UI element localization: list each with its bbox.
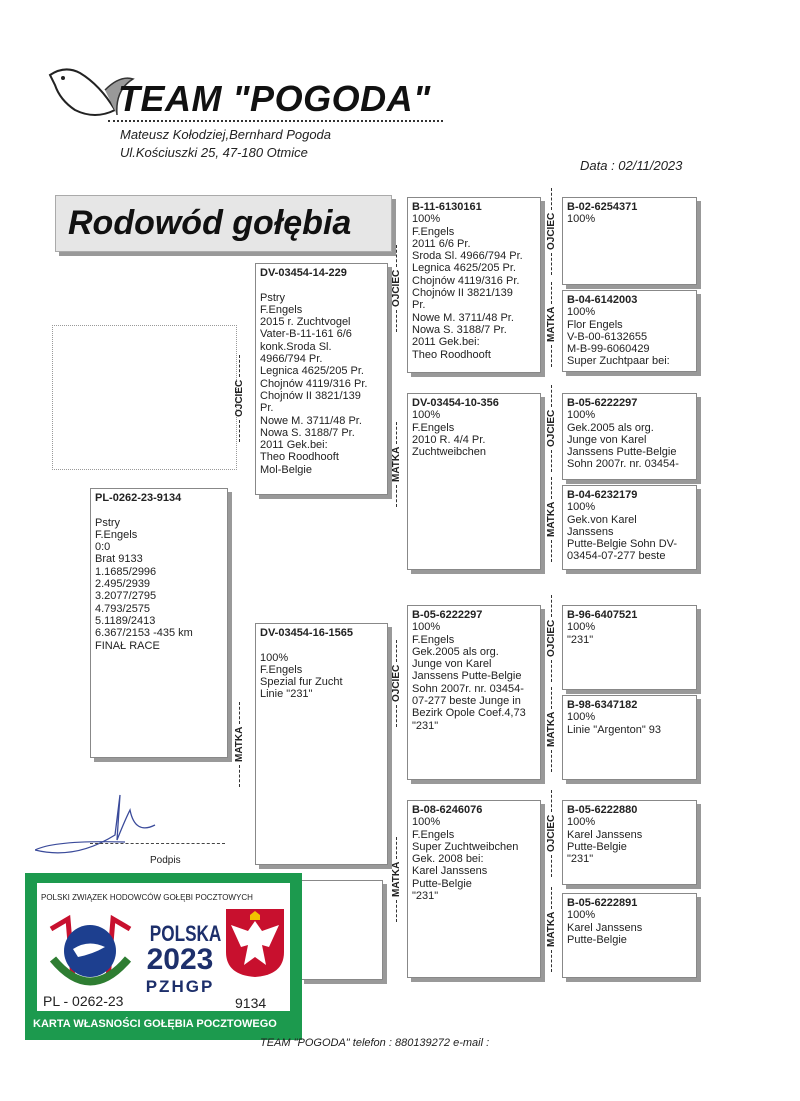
pedigree-line: Junge von Karel [567,433,647,446]
dam-label: MATKA [546,279,557,370]
pedigree-line: 100% [260,651,289,664]
ring-number: PL-0262-23-9134 [95,492,182,504]
ring-number: B-11-6130161 [412,201,482,213]
card-bird-number: 9134 [235,995,267,1011]
pedigree-line: Brat 9133 [95,553,143,566]
pedigree-line: Flor Engels [567,318,623,331]
pedigree-line: F.Engels [260,303,303,316]
document-title-box [55,195,392,252]
signature-label: Podpis [150,855,181,866]
pedigree-line: 100% [412,213,441,226]
dam-label: MATKA [546,684,557,775]
pedigree-line: Theo Roodhooft [260,451,339,464]
pedigree-line: F.Engels [95,528,138,541]
sire-label: OJCIEC [546,382,557,475]
document-date: Data : 02/11/2023 [580,158,683,173]
card-country: POLSKA [149,921,222,946]
sire-label: OJCIEC [546,185,557,278]
card-ring-number: PL - 0262-23 [43,993,124,1009]
pedigree-line: Theo Roodhooft [412,348,491,361]
pedigree-line: 3.2077/2795 [95,590,157,603]
pedigree-line: Chojnów 4119/316 Pr. [260,377,368,390]
pedigree-line: Karel Janssens [412,865,488,878]
pedigree-line: Nowe M. 3711/48 Pr. [260,414,362,427]
pedigree-box-sire [255,263,388,495]
dam-label: MATKA [391,834,402,925]
owner-names: Mateusz Kołodziej,Bernhard Pogoda [120,127,332,142]
pedigree-line: Sohn 2007r. nr. 03454- [412,682,524,695]
pedigree-line: F.Engels [412,421,455,434]
ring-number: DV-03454-14-229 [260,267,347,279]
pedigree-line: 100% [567,409,596,422]
pedigree-line: Karel Janssens [567,921,643,934]
pedigree-line: "231" [567,633,594,646]
pedigree-line: 100% [412,409,441,422]
pedigree-line: Sroda Sl. 4966/794 Pr. [412,250,523,263]
pedigree-line: FINAŁ RACE [95,639,160,652]
card-body [37,883,290,1011]
pedigree-box-subject [90,488,228,758]
pedigree-box-sdd [562,485,697,570]
pedigree-box-sd [407,393,541,570]
pedigree-box-dam [255,623,388,865]
pedigree-box-dds [562,800,697,885]
pedigree-line: Karel Janssens [567,828,643,841]
pedigree-line: 100% [567,501,596,514]
team-logo-title: TEAM "POGODA" [118,78,431,119]
pedigree-line: Putte-Belgie [412,877,472,890]
pedigree-line: 100% [567,306,596,319]
sire-label: OJCIEC [391,242,402,335]
pedigree-line: Putte-Belgie [567,840,627,853]
pedigree-line: M-B-99-6060429 [567,343,650,356]
pedigree-line: Super Zuchtpaar bei: [567,355,670,368]
ring-number: B-05-6222297 [412,609,483,621]
pedigree-line: F.Engels [412,828,455,841]
pedigree-line: Legnica 4625/205 Pr. [260,365,364,378]
pedigree-line: "231" [412,719,439,732]
pedigree-line: konk.Sroda Sl. [260,340,332,353]
pedigree-line: Janssens Putte-Belgie [567,446,677,459]
pedigree-line: 100% [412,621,441,634]
pedigree-line: "231" [567,853,594,866]
pzhgp-emblem-icon [43,909,138,994]
pedigree-line: Chojnów 4119/316 Pr. [412,274,520,287]
ring-number: DV-03454-10-356 [412,397,499,409]
pedigree-line: Zuchtweibchen [412,446,486,459]
pedigree-line [95,504,223,516]
document-title: Rodowód gołębia [68,204,352,242]
pedigree-line: 2015 r. Zuchtvogel [260,316,351,329]
pedigree-line: 03454-07-277 beste [567,550,666,563]
pedigree-box-sds [562,393,697,480]
pedigree-line: Legnica 4625/205 Pr. [412,262,516,275]
pedigree-box-sss [562,197,697,285]
ring-number: B-04-6232179 [567,489,638,501]
pedigree-line: F.Engels [412,225,455,238]
pedigree-line: Pstry [95,516,121,529]
pedigree-line: 5.1189/2413 [95,614,156,627]
pedigree-line: Janssens Putte-Belgie [412,670,522,683]
pedigree-line: Linie "Argenton" 93 [567,723,662,736]
pedigree-box-dsd [562,695,697,780]
ring-number: B-08-6246076 [412,804,483,816]
sire-label: OJCIEC [391,637,402,730]
pedigree-line: Putte-Belgie [567,933,627,946]
pedigree-line: Nowe M. 3711/48 Pr. [412,311,514,324]
pedigree-line: 2.495/2939 [95,578,151,591]
pedigree-box-ss [407,197,541,373]
pedigree-line: Sohn 2007r. nr. 03454- [567,458,679,471]
pedigree-line: 07-277 beste Junge in [412,695,521,708]
pedigree-line: Nowa S. 3188/7 Pr. [260,426,355,439]
pedigree-line: Gek.von Karel [567,513,637,526]
pedigree-box-ssd [562,290,697,372]
pedigree-line: Linie "231" [260,688,313,701]
pedigree-line: 100% [567,816,596,829]
pedigree-box-ds [407,605,541,780]
pedigree-line: Super Zuchtweibchen [412,840,519,853]
pedigree-box-ddd [562,893,697,978]
pedigree-line: 100% [567,213,596,226]
pedigree-line [260,279,383,291]
ring-number: B-02-6254371 [567,201,638,213]
ownership-card [25,873,302,1040]
sire-label: OJCIEC [234,352,245,445]
pedigree-line: 100% [412,816,441,829]
pedigree-line: Pr. [412,299,426,312]
logo-divider [108,120,443,122]
card-org-name: POLSKI ZWIĄZEK HODOWCÓW GOŁĘBI POCZTOWYCH [41,893,253,902]
pedigree-line: Spezial fur Zucht [260,676,343,689]
dam-label: MATKA [391,419,402,510]
pedigree-line: Gek. 2008 bei: [412,853,484,866]
pedigree-line: V-B-00-6132655 [567,330,648,343]
card-caption: KARTA WŁASNOŚCI GOŁĘBIA POCZTOWEGO [33,1018,277,1030]
pedigree-line: Bezirk Opole Coef.4,73 [412,707,526,720]
photo-placeholder [52,325,237,470]
dam-label: MATKA [234,699,245,790]
polish-eagle-emblem-icon [224,907,286,979]
pedigree-line: 2011 Gek.bei: [260,439,328,452]
pedigree-line: 100% [567,621,596,634]
pedigree-line: Pstry [260,291,286,304]
ring-number: DV-03454-16-1565 [260,627,353,639]
pedigree-line: Junge von Karel [412,658,492,671]
pedigree-line: 6.367/2153 -435 km [95,627,193,640]
pedigree-line: 100% [567,909,596,922]
pedigree-line: Chojnów II 3821/139 [412,287,513,300]
pedigree-line: Pr. [260,402,274,415]
pedigree-line: Putte-Belgie Sohn DV- [567,538,678,551]
ring-number: B-04-6142003 [567,294,638,306]
ring-number: B-05-6222880 [567,804,638,816]
ring-number: B-05-6222891 [567,897,638,909]
pedigree-box-dd [407,800,541,978]
pedigree-line: Gek.2005 als org. [567,421,654,434]
dam-label: MATKA [546,474,557,565]
ring-number: B-98-6347182 [567,699,638,711]
hidden-pedigree-box [300,880,383,980]
sire-label: OJCIEC [546,592,557,685]
owner-address: Ul.Kościuszki 25, 47-180 Otmice [120,145,308,160]
pedigree-line: 0:0 [95,541,111,554]
signature-image [35,790,185,860]
pedigree-line: 2010 R. 4/4 Pr. [412,433,486,446]
ring-number: B-05-6222297 [567,397,638,409]
ring-number: B-96-6407521 [567,609,638,621]
pedigree-line: 1.1685/2996 [95,565,157,578]
pedigree-line: Nowa S. 3188/7 Pr. [412,323,507,336]
pedigree-box-dss [562,605,697,690]
pedigree-line: 4966/794 Pr. [260,353,323,366]
pedigree-line: Chojnów II 3821/139 [260,389,361,402]
dam-label: MATKA [546,884,557,975]
card-year: 2023 [146,943,214,976]
pedigree-line: 100% [567,711,596,724]
pedigree-line: 2011 6/6 Pr. [412,237,471,250]
sire-label: OJCIEC [546,787,557,880]
footer-contact: TEAM "POGODA" telefon : 880139272 e-mail : [260,1037,490,1049]
pedigree-line: 4.793/2575 [95,602,151,615]
signature-line [90,843,225,844]
pedigree-line: Mol-Belgie [260,463,312,476]
pedigree-line: 2011 Gek.bei: [412,336,480,349]
pedigree-line: F.Engels [260,663,303,676]
pedigree-line: "231" [412,890,439,903]
card-abbr: PZHGP [145,977,215,996]
pedigree-line: Janssens [567,525,614,538]
pedigree-line: Gek.2005 als org. [412,645,499,658]
pedigree-line: Vater-B-11-161 6/6 [260,328,352,341]
pedigree-line: F.Engels [412,633,455,646]
pedigree-line [260,639,383,651]
